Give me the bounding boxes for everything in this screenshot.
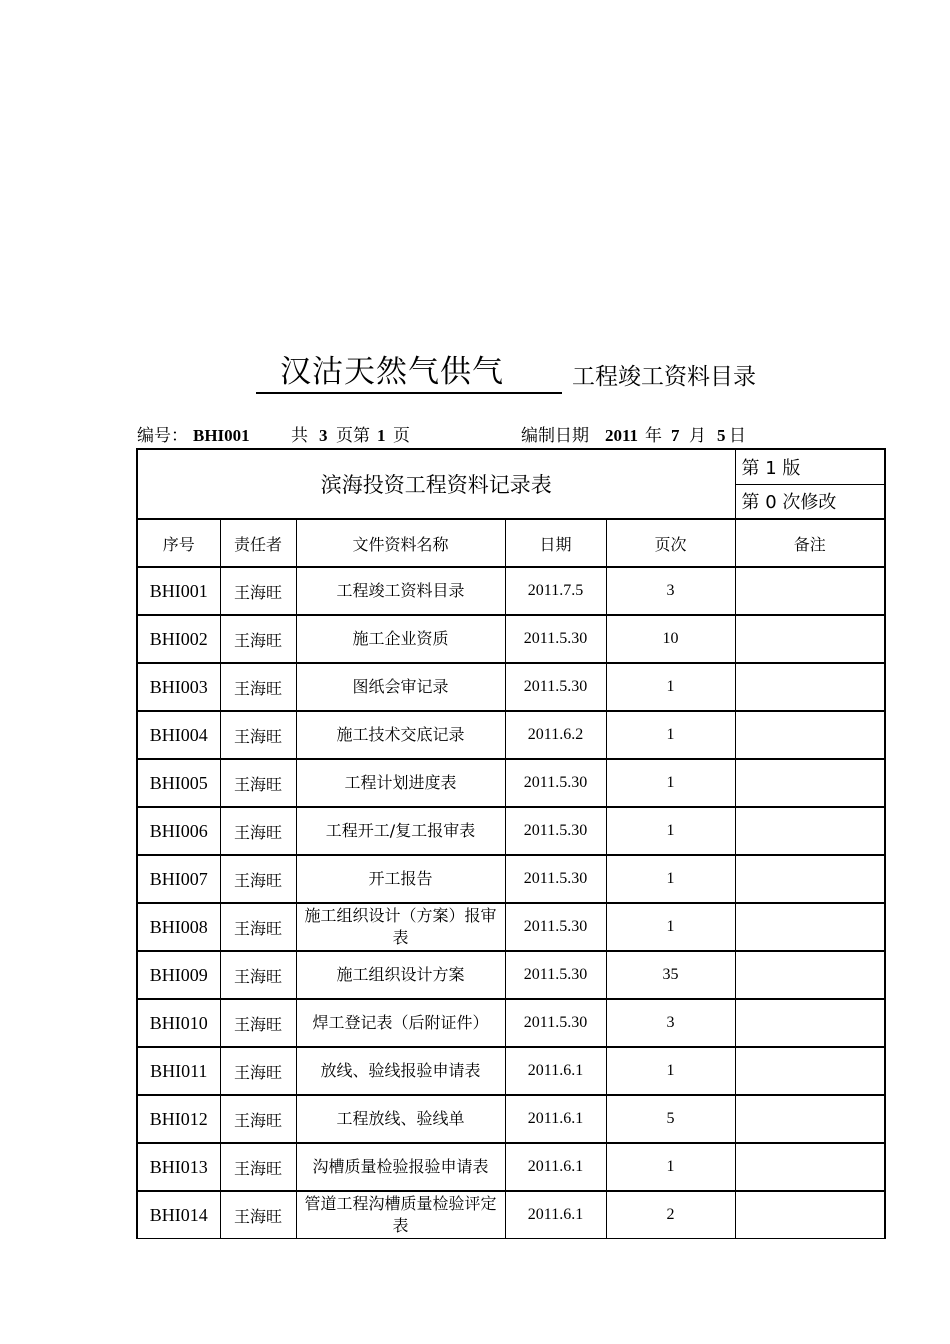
row-note bbox=[735, 1047, 885, 1095]
row-note bbox=[735, 855, 885, 903]
date-month-unit: 月 bbox=[689, 426, 706, 446]
row-doc-name: 施工企业资质 bbox=[296, 615, 505, 663]
row-code: BHI006 bbox=[137, 807, 220, 855]
row-doc-name: 开工报告 bbox=[296, 855, 505, 903]
row-pages: 2 bbox=[606, 1191, 735, 1239]
row-person: 王海旺 bbox=[220, 951, 296, 999]
table-header bbox=[137, 519, 885, 567]
row-doc-name: 管道工程沟槽质量检验评定表 bbox=[296, 1191, 505, 1239]
row-person: 王海旺 bbox=[220, 615, 296, 663]
row-pages: 35 bbox=[606, 951, 735, 999]
row-pages: 1 bbox=[606, 759, 735, 807]
row-person: 王海旺 bbox=[220, 1047, 296, 1095]
row-person: 王海旺 bbox=[220, 711, 296, 759]
row-pages: 1 bbox=[606, 663, 735, 711]
table-row bbox=[137, 1191, 885, 1239]
row-date: 2011.7.5 bbox=[505, 567, 606, 615]
code-label: 编号： bbox=[137, 426, 188, 446]
row-note bbox=[735, 615, 885, 663]
row-pages: 3 bbox=[606, 999, 735, 1047]
row-doc-name: 焊工登记表（后附证件） bbox=[296, 999, 505, 1047]
row-code: BHI005 bbox=[137, 759, 220, 807]
pages-text-3: 页 bbox=[393, 426, 410, 446]
table-row bbox=[137, 1047, 885, 1095]
form-heading: 滨海投资工程资料记录表 bbox=[137, 449, 735, 519]
row-person: 王海旺 bbox=[220, 999, 296, 1047]
row-person: 王海旺 bbox=[220, 1191, 296, 1239]
row-doc-name: 放线、验线报验申请表 bbox=[296, 1047, 505, 1095]
row-code: BHI008 bbox=[137, 903, 220, 951]
meta-row bbox=[137, 424, 897, 448]
table-row bbox=[137, 903, 885, 951]
row-note bbox=[735, 567, 885, 615]
row-doc-name: 工程计划进度表 bbox=[296, 759, 505, 807]
col-header-code: 序号 bbox=[137, 519, 220, 567]
pages-text-1: 共 bbox=[291, 426, 308, 446]
date-year-unit: 年 bbox=[645, 426, 662, 446]
row-pages: 1 bbox=[606, 1143, 735, 1191]
row-date: 2011.6.1 bbox=[505, 1191, 606, 1239]
row-date: 2011.5.30 bbox=[505, 903, 606, 951]
pages-text-2: 页第 bbox=[336, 426, 370, 446]
row-date: 2011.6.2 bbox=[505, 711, 606, 759]
row-code: BHI014 bbox=[137, 1191, 220, 1239]
date-day: 5 bbox=[717, 426, 726, 445]
row-person: 王海旺 bbox=[220, 855, 296, 903]
row-date: 2011.6.1 bbox=[505, 1047, 606, 1095]
row-date: 2011.5.30 bbox=[505, 855, 606, 903]
row-note bbox=[735, 807, 885, 855]
row-doc-name: 工程放线、验线单 bbox=[296, 1095, 505, 1143]
table-row bbox=[137, 663, 885, 711]
row-code: BHI003 bbox=[137, 663, 220, 711]
row-person: 王海旺 bbox=[220, 1095, 296, 1143]
form-version: 第 1 版 bbox=[735, 449, 885, 484]
pages-total: 3 bbox=[319, 426, 328, 445]
row-person: 王海旺 bbox=[220, 759, 296, 807]
col-header-pages: 页次 bbox=[606, 519, 735, 567]
row-code: BHI004 bbox=[137, 711, 220, 759]
row-note bbox=[735, 903, 885, 951]
row-note bbox=[735, 951, 885, 999]
date-month: 7 bbox=[671, 426, 680, 445]
row-doc-name: 工程竣工资料目录 bbox=[296, 567, 505, 615]
row-date: 2011.5.30 bbox=[505, 951, 606, 999]
row-person: 王海旺 bbox=[220, 807, 296, 855]
col-header-name: 文件资料名称 bbox=[296, 519, 505, 567]
row-code: BHI002 bbox=[137, 615, 220, 663]
row-note bbox=[735, 1143, 885, 1191]
date-label: 编制日期 bbox=[521, 426, 589, 446]
row-code: BHI011 bbox=[137, 1047, 220, 1095]
form-revision: 第 0 次修改 bbox=[735, 484, 885, 519]
date-day-unit: 日 bbox=[729, 426, 746, 446]
row-code: BHI001 bbox=[137, 567, 220, 615]
row-code: BHI007 bbox=[137, 855, 220, 903]
row-date: 2011.6.1 bbox=[505, 1143, 606, 1191]
col-header-date: 日期 bbox=[505, 519, 606, 567]
row-person: 王海旺 bbox=[220, 1143, 296, 1191]
row-note bbox=[735, 711, 885, 759]
row-note bbox=[735, 1191, 885, 1239]
col-header-person: 责任者 bbox=[220, 519, 296, 567]
table-row bbox=[137, 807, 885, 855]
row-pages: 1 bbox=[606, 807, 735, 855]
row-person: 王海旺 bbox=[220, 567, 296, 615]
row-doc-name: 施工技术交底记录 bbox=[296, 711, 505, 759]
table-row bbox=[137, 1095, 885, 1143]
row-note bbox=[735, 759, 885, 807]
row-note bbox=[735, 999, 885, 1047]
row-doc-name: 沟槽质量检验报验申请表 bbox=[296, 1143, 505, 1191]
row-note bbox=[735, 663, 885, 711]
row-code: BHI012 bbox=[137, 1095, 220, 1143]
page-current: 1 bbox=[377, 426, 386, 445]
row-pages: 1 bbox=[606, 1047, 735, 1095]
table-row bbox=[137, 1143, 885, 1191]
row-doc-name: 图纸会审记录 bbox=[296, 663, 505, 711]
row-pages: 1 bbox=[606, 855, 735, 903]
row-pages: 1 bbox=[606, 903, 735, 951]
doc-title: 工程竣工资料目录 bbox=[572, 364, 756, 390]
row-date: 2011.5.30 bbox=[505, 615, 606, 663]
table-row bbox=[137, 759, 885, 807]
row-date: 2011.5.30 bbox=[505, 759, 606, 807]
table-row bbox=[137, 711, 885, 759]
row-code: BHI009 bbox=[137, 951, 220, 999]
col-header-note: 备注 bbox=[735, 519, 885, 567]
table-row bbox=[137, 615, 885, 663]
table-row bbox=[137, 855, 885, 903]
record-table bbox=[136, 448, 886, 1239]
table-row bbox=[137, 567, 885, 615]
row-doc-name: 施工组织设计方案 bbox=[296, 951, 505, 999]
date-year: 2011 bbox=[605, 426, 639, 445]
row-person: 王海旺 bbox=[220, 903, 296, 951]
row-pages: 10 bbox=[606, 615, 735, 663]
code-value: BHI001 bbox=[193, 426, 250, 445]
row-pages: 1 bbox=[606, 711, 735, 759]
row-date: 2011.5.30 bbox=[505, 663, 606, 711]
table-row bbox=[137, 999, 885, 1047]
row-pages: 3 bbox=[606, 567, 735, 615]
row-date: 2011.6.1 bbox=[505, 1095, 606, 1143]
row-code: BHI010 bbox=[137, 999, 220, 1047]
row-doc-name: 施工组织设计（方案）报审表 bbox=[296, 903, 505, 951]
row-pages: 5 bbox=[606, 1095, 735, 1143]
row-person: 王海旺 bbox=[220, 663, 296, 711]
row-doc-name: 工程开工/复工报审表 bbox=[296, 807, 505, 855]
row-date: 2011.5.30 bbox=[505, 807, 606, 855]
row-code: BHI013 bbox=[137, 1143, 220, 1191]
row-note bbox=[735, 1095, 885, 1143]
document-title bbox=[0, 350, 950, 400]
row-date: 2011.5.30 bbox=[505, 999, 606, 1047]
project-title: 汉沽天然气供气 bbox=[256, 352, 562, 394]
table-row bbox=[137, 951, 885, 999]
